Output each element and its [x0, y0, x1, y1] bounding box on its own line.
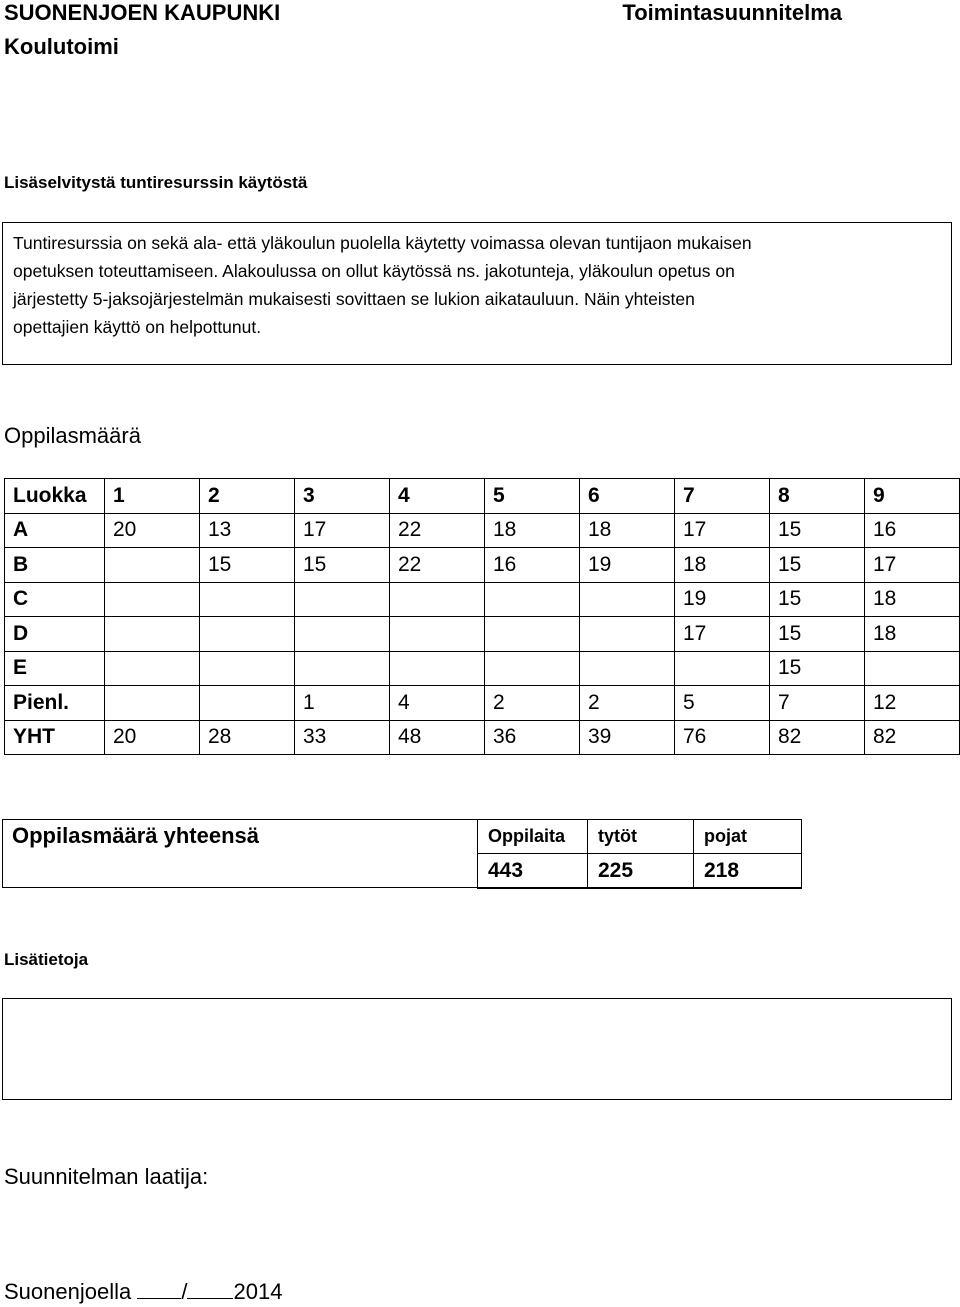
column-header-grade: 7: [675, 479, 770, 514]
students-section-title: Oppilasmäärä: [4, 423, 141, 448]
resource-text-line: järjestetty 5-jaksojärjestelmän mukaisesti sovittaen se lukion aikatauluun. Näin yhteisten: [13, 289, 695, 309]
info-section-title: Lisätietoja: [4, 950, 89, 969]
table-cell: [295, 582, 390, 617]
totals-table: [477, 819, 802, 889]
row-label: A: [5, 513, 105, 548]
table-cell: 39: [580, 720, 675, 755]
table-cell: 12: [865, 686, 960, 721]
table-row: [5, 548, 960, 583]
info-text-box: [2, 998, 952, 1100]
table-cell: 13: [200, 513, 295, 548]
totals-header-boys: pojat: [694, 820, 802, 854]
totals-value-students: 443: [478, 854, 588, 889]
resource-text-box: [2, 222, 952, 365]
table-cell: 18: [865, 582, 960, 617]
table-cell: 82: [770, 720, 865, 755]
table-cell: 15: [295, 548, 390, 583]
table-cell: 18: [580, 513, 675, 548]
department-name: Koulutoimi: [4, 34, 119, 59]
row-label: B: [5, 548, 105, 583]
table-cell: [580, 617, 675, 652]
table-cell: 16: [485, 548, 580, 583]
table-cell: [105, 617, 200, 652]
table-cell: 17: [675, 617, 770, 652]
row-label: YHT: [5, 720, 105, 755]
column-header-grade: 3: [295, 479, 390, 514]
table-cell: [390, 582, 485, 617]
organization-name: SUONENJOEN KAUPUNKI: [4, 0, 281, 25]
table-cell: [390, 617, 485, 652]
totals-value-girls: 225: [588, 854, 694, 889]
totals-value-boys: 218: [694, 854, 802, 889]
column-header-grade: 6: [580, 479, 675, 514]
table-cell: 18: [865, 617, 960, 652]
table-cell: 15: [770, 513, 865, 548]
table-cell: 22: [390, 513, 485, 548]
table-cell: 4: [390, 686, 485, 721]
table-cell: 17: [675, 513, 770, 548]
table-cell: [675, 651, 770, 686]
date-slash: /: [181, 1279, 188, 1304]
table-cell: [390, 651, 485, 686]
row-label: Pienl.: [5, 686, 105, 721]
table-cell: [295, 617, 390, 652]
table-row: [5, 513, 960, 548]
totals-header-girls: tytöt: [588, 820, 694, 854]
table-cell: 76: [675, 720, 770, 755]
table-cell: [105, 651, 200, 686]
column-header-grade: 5: [485, 479, 580, 514]
table-row: [5, 617, 960, 652]
author-label: Suunnitelman laatija:: [4, 1164, 209, 1189]
table-cell: [200, 651, 295, 686]
table-cell: 20: [105, 513, 200, 548]
column-header-class: Luokka: [5, 479, 105, 514]
resource-text-line: opetuksen toteuttamiseen. Alakoulussa on ollut käytössä ns. jakotunteja, yläkoulun opetus on: [13, 261, 735, 281]
table-cell: 18: [675, 548, 770, 583]
table-cell: 33: [295, 720, 390, 755]
column-header-grade: 2: [200, 479, 295, 514]
table-cell: 22: [390, 548, 485, 583]
place-name: Suonenjoella: [4, 1279, 132, 1304]
column-header-grade: 8: [770, 479, 865, 514]
resource-text-line: Tuntiresurssia on sekä ala- että yläkoulun puolella käytetty voimassa olevan tuntijaon mukaisen: [13, 233, 752, 253]
table-cell: 15: [770, 617, 865, 652]
table-header-row: [5, 479, 960, 514]
student-count-table: [4, 478, 960, 755]
row-label: E: [5, 651, 105, 686]
table-cell: 17: [865, 548, 960, 583]
row-label: C: [5, 582, 105, 617]
table-cell: [580, 651, 675, 686]
place-date-line: [4, 1278, 282, 1305]
month-blank: [187, 1278, 233, 1299]
table-cell: 15: [770, 651, 865, 686]
table-cell: 19: [675, 582, 770, 617]
table-cell: 7: [770, 686, 865, 721]
table-cell: 15: [770, 548, 865, 583]
table-cell: [200, 582, 295, 617]
table-cell: 17: [295, 513, 390, 548]
table-cell: [865, 651, 960, 686]
table-row: [5, 582, 960, 617]
table-cell: [485, 651, 580, 686]
table-cell: [485, 617, 580, 652]
table-cell: 36: [485, 720, 580, 755]
column-header-grade: 4: [390, 479, 485, 514]
table-row: [5, 651, 960, 686]
table-cell: 48: [390, 720, 485, 755]
table-row: [5, 686, 960, 721]
table-cell: [200, 686, 295, 721]
year-text: 2014: [233, 1279, 283, 1304]
resource-text-line: opettajien käyttö on helpottunut.: [13, 317, 262, 337]
table-cell: 20: [105, 720, 200, 755]
table-cell: 18: [485, 513, 580, 548]
table-cell: 28: [200, 720, 295, 755]
table-cell: [105, 548, 200, 583]
totals-label: Oppilasmäärä yhteensä: [12, 823, 260, 848]
table-cell: 82: [865, 720, 960, 755]
resource-section-title: Lisäselvitystä tuntiresurssin käytöstä: [4, 173, 308, 192]
table-cell: [580, 582, 675, 617]
table-cell: 1: [295, 686, 390, 721]
day-blank: [137, 1278, 181, 1299]
row-label: D: [5, 617, 105, 652]
table-cell: 16: [865, 513, 960, 548]
table-cell: 2: [580, 686, 675, 721]
table-cell: [200, 617, 295, 652]
table-cell: [105, 582, 200, 617]
document-title: Toimintasuunnitelma: [622, 0, 842, 25]
table-cell: [485, 582, 580, 617]
table-cell: [295, 651, 390, 686]
table-cell: 5: [675, 686, 770, 721]
column-header-grade: 1: [105, 479, 200, 514]
table-row: [5, 720, 960, 755]
table-cell: 19: [580, 548, 675, 583]
table-cell: 15: [200, 548, 295, 583]
table-cell: 15: [770, 582, 865, 617]
totals-header-students: Oppilaita: [478, 820, 588, 854]
table-cell: [105, 686, 200, 721]
table-cell: 2: [485, 686, 580, 721]
column-header-grade: 9: [865, 479, 960, 514]
